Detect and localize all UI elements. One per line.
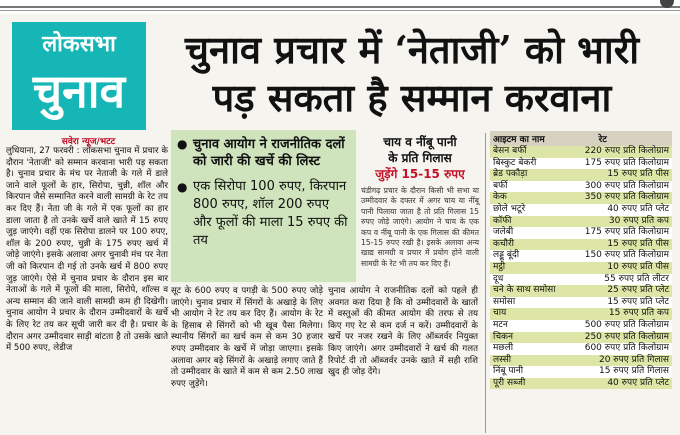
highlight-box — [171, 130, 356, 282]
cell-item: मटन — [490, 320, 569, 332]
header-item: आइटम का नाम — [490, 131, 569, 146]
table-row — [490, 250, 672, 262]
table-row — [490, 146, 672, 158]
header-rate: रेट — [569, 131, 672, 146]
cell-item: समोसा — [490, 297, 569, 309]
cell-rate: 150 रुपए प्रति किलोग्राम — [569, 250, 672, 262]
table-row — [490, 216, 672, 228]
cell-item: लड्डू बूंदी — [490, 250, 569, 262]
cell-item: बर्फी — [490, 181, 569, 193]
top-band — [0, 0, 680, 14]
cell-item: कचौरी — [490, 239, 569, 251]
table-row — [490, 285, 672, 297]
table-row — [490, 378, 672, 390]
cell-item: ब्रेड पकौड़ा — [490, 169, 569, 181]
article-column-1: लुधियाना, 27 फरवरी : लोकसभा चुनाव में प्रचार के दौरान 'नेताजी' को सम्मान करवाना भारी पड़ सकता है। चुनाव प्रचार के मंच पर नेताजी के गले में डाले जाने वाले फूलों के हार, सिरोपा, चुन्नी, शॉल और किरपान जैसे सम्मानित करने वाली सामग्री के रेट तय कर दिए हैं। नेता जी के गले में एक फूलों का हार डाला जाता है तो उनके खर्चे वाले खाते में 15 रुपए जुड़ जाएंगे। वहीं एक सिरोपा डालने पर 100 रुपए, शॉल के 200 रुपए, चुन्नी के 175 रुपए खर्च में जोड़े जाएंगे। इसके अलावा अगर चुनावी मंच पर नेता जी को किरपान दी गई तो उनके खर्च में 800 रुपए जुड़ जाएंगे। ऐसे में चुनाव प्रचार के दौरान इस बार नेताओं के गले में फूलों की माला, सिरोपे, शॉल्स व अन्य सम्मान की जाने वाली सामग्री कम ही दिखेगी। चुनाव आयोग ने प्रचार के दौरान उम्मीदवारों के खर्चे के लिए रेट तय कर सूची जारी कर दी है। प्रचार के दौरान अगर उम्मीदवार साड़ी बांटता है तो उसके खाते में 500 रुपए, लेडीज — [6, 146, 168, 354]
top-rule-thin — [0, 10, 680, 11]
table-row — [490, 332, 672, 344]
table-row — [490, 192, 672, 204]
table-row — [490, 227, 672, 239]
table-row — [490, 343, 672, 355]
cell-rate: 40 रुपए प्रति प्लेट — [569, 378, 672, 390]
cell-rate: 25 रुपए प्रति प्लेट — [569, 285, 672, 297]
table-row — [490, 366, 672, 378]
sidebar-body: चंडीगढ़ प्रचार के दौरान किसी भी सभा या उम्मीदवार के दफ्तर में अगर चाय या नींबू पानी पिलाया जाता है तो प्रति गिलास 15 रुपए जोड़े जाएंगे। आयोग ने चाय के एक कप व नींबू पानी के एक गिलास की कीमत 15-15 रुपए रखी है। इसके अलावा अन्य खाद्य सामग्री व प्रचार में प्रयोग होने वाली सामग्री के रेट भी तय कर दिए हैं। — [361, 186, 479, 268]
table-row — [490, 308, 672, 320]
column-divider — [485, 133, 486, 433]
cell-item: निंबू पानी — [490, 366, 569, 378]
headline-line2: पड़ सकता है सम्मान करवाना — [212, 75, 612, 120]
cell-rate: 15 रुपए प्रति पीस — [569, 169, 672, 181]
table-row — [490, 204, 672, 216]
badge-line2: चुनाव — [32, 64, 126, 118]
cell-item: कॉफी — [490, 216, 569, 228]
cell-rate: 40 रुपए प्रति प्लेट — [569, 204, 672, 216]
cell-rate: 30 रुपए प्रति कप — [569, 216, 672, 228]
cell-item: चिकन — [490, 332, 569, 344]
badge-line1: लोकसभा — [42, 32, 116, 57]
cell-item: पूरी सब्जी — [490, 378, 569, 390]
cell-item: केक — [490, 192, 569, 204]
article-column-3: सूट के 600 रुपए व पगड़ी के 500 रुपए जोड़े जाएंगे। चुनाव प्रचार में सिंगरों के अखाड़े के लिए भी आयोग ने रेट तय कर दिए हैं। आयोग के रेट के हिसाब से सिंगरों को भी खूब पैसा मिलेगा। स्थानीय सिंगरों का खर्च कम से कम 30 हजार रुपए उम्मीदवार के खर्चे में जोड़ा जाएगा। इसके अलावा अगर बड़े सिंगरों के अखाड़े लगाए जाते हैं तो उम्मीदवार के खाते में कम से कम 2.50 लाख रुपए जुड़ेंगे। — [171, 286, 323, 389]
cell-rate: 220 रुपए प्रति किलोग्राम — [569, 146, 672, 158]
table-row — [490, 355, 672, 367]
table-row — [490, 181, 672, 193]
cell-item: चाय — [490, 308, 569, 320]
headline — [152, 26, 672, 122]
cell-rate: 15 रुपए प्रति प्लेट — [569, 297, 672, 309]
cell-rate: 250 रुपए प्रति किलोग्राम — [569, 332, 672, 344]
cell-item: चने के साथ समोसा — [490, 285, 569, 297]
cell-item: लस्सी — [490, 355, 569, 367]
table-row — [490, 169, 672, 181]
cell-rate: 15 रुपए प्रति कप — [569, 308, 672, 320]
cell-rate: 500 रुपए प्रति किलोग्राम — [569, 320, 672, 332]
cell-item: बेसन बर्फी — [490, 146, 569, 158]
rate-table — [490, 131, 672, 389]
highlight-title: ● चुनाव आयोग ने राजनीतिक दलों को जारी की खर्चे की लिस्ट — [177, 136, 350, 170]
table-row — [490, 320, 672, 332]
rate-table-header — [490, 131, 672, 146]
cell-rate: 300 रुपए प्रति किलोग्राम — [569, 181, 672, 193]
section-badge — [12, 22, 146, 130]
table-row — [490, 297, 672, 309]
cell-item: मछली — [490, 343, 569, 355]
cell-item: छोले भटूरे — [490, 204, 569, 216]
cell-rate: 175 रुपए प्रति किलोग्राम — [569, 227, 672, 239]
cell-rate: 600 रुपए प्रति किलोग्राम — [569, 343, 672, 355]
table-row — [490, 158, 672, 170]
cell-rate: 15 रुपए प्रति पीस — [569, 239, 672, 251]
rate-table-body — [490, 146, 672, 389]
cell-item: बिस्कुट बेकरी — [490, 158, 569, 170]
cell-rate: 15 रुपए प्रति गिलास — [569, 366, 672, 378]
sidebar-story — [361, 134, 479, 269]
table-row — [490, 274, 672, 286]
sidebar-title — [361, 134, 479, 182]
byline: सवेरा न्यूज/भटट — [61, 137, 116, 147]
top-rule — [0, 6, 680, 8]
sidebar-title-line1: चाय व नींबू पानी — [383, 135, 457, 149]
table-row — [490, 262, 672, 274]
cell-item: दूध — [490, 274, 569, 286]
cell-item: जलेबी — [490, 227, 569, 239]
cell-rate: 55 रुपए प्रति लीटर — [569, 274, 672, 286]
cell-rate: 350 रुपए प्रति किलोग्राम — [569, 192, 672, 204]
headline-line1: चुनाव प्रचार में ‘नेताजी’ को भारी — [184, 27, 640, 72]
sidebar-title-line3: जुड़ेंगे 15-15 रुपए — [375, 167, 465, 181]
cell-rate: 20 रुपए प्रति गिलास — [569, 355, 672, 367]
table-row — [490, 239, 672, 251]
cell-rate: 175 रुपए प्रति किलोग्राम — [569, 158, 672, 170]
cell-rate: 10 रुपए प्रति पीस — [569, 262, 672, 274]
sidebar-title-line2: के प्रति गिलास — [388, 151, 452, 165]
article-column-4: चुनाव आयोग ने राजनीतिक दलों को पहले ही अवगत करा दिया है कि वो उम्मीदवारों के खातों में वस्तुओं की कीमत आयोग की तरफ से तय किए गए रेट से कम दर्ज न करें। उम्मीदवारों के खर्चे पर नजर रखने के लिए ऑब्जर्वर नियुक्त किए जाएंगे। अगर उम्मीदवारों ने खर्च की गलत रिपोर्ट दी तो ऑब्जर्वर उनके खाते में सही राशि खुद ही जोड़ देंगे। — [328, 286, 478, 378]
cell-item: मट्ठी — [490, 262, 569, 274]
highlight-text: ● एक सिरोपा 100 रुपए, किरपान 800 रुपए, शॉल 200 रुपए और फूलों की माला 15 रुपए की तय — [177, 178, 350, 250]
